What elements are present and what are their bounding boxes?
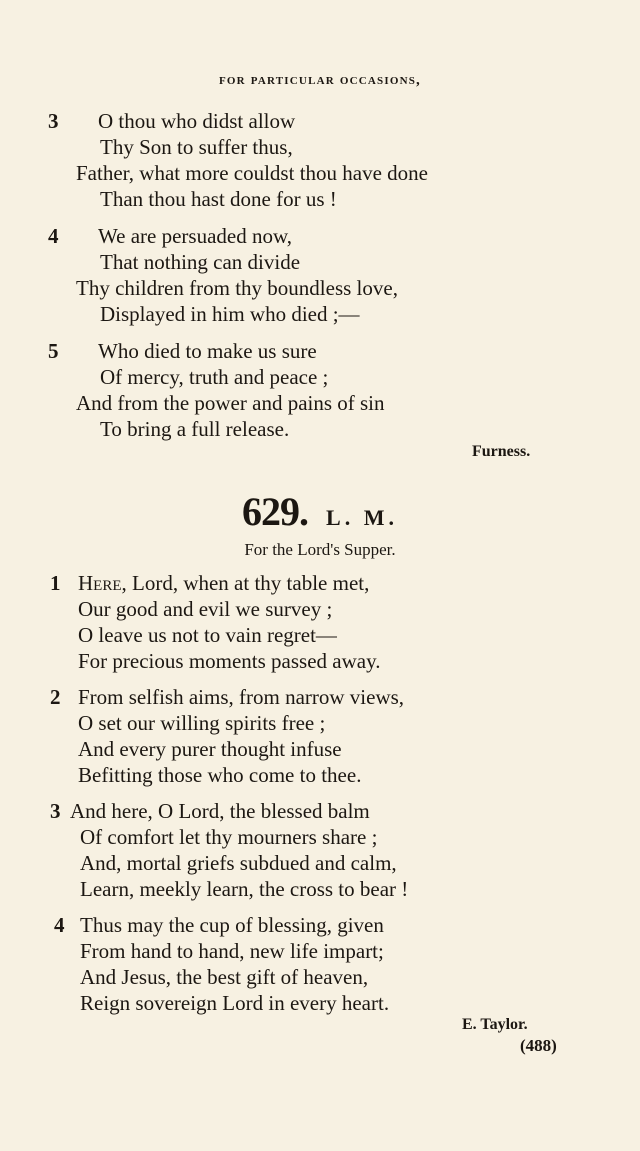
verse-line: Of comfort let thy mourners share ; — [80, 825, 378, 849]
author-attribution: E. Taylor. — [462, 1016, 528, 1033]
verse-line: Befitting those who come to thee. — [78, 763, 362, 787]
verse-line: Thus may the cup of blessing, given — [80, 913, 384, 937]
verse-line: Father, what more couldst thou have done — [76, 161, 428, 185]
verse-line: Than thou hast done for us ! — [100, 187, 337, 211]
stanza-number: 4 — [54, 913, 65, 937]
verse-line: Our good and evil we survey ; — [78, 597, 333, 621]
verse-line: Thy children from thy boundless love, — [76, 276, 398, 300]
verse-line — [78, 570, 369, 596]
verse-line-rest: Lord, when at thy table met, — [126, 571, 370, 595]
stanza-number: 3 — [50, 799, 61, 823]
verse-line: And Jesus, the best gift of heaven, — [80, 965, 369, 989]
stanza-number: 3 — [48, 109, 59, 133]
verse-line: To bring a full release. — [100, 417, 290, 441]
hymn-occasion: For the Lord's Supper. — [244, 540, 396, 559]
verse-line: We are persuaded now, — [98, 224, 293, 248]
verse-line: Reign sovereign Lord in every heart. — [80, 991, 390, 1015]
author-attribution: Furness. — [472, 443, 531, 460]
stanza-number: 1 — [50, 571, 61, 595]
verse-line: And from the power and pains of sin — [76, 391, 385, 415]
page-number: (488) — [520, 1036, 557, 1055]
verse-line: Of mercy, truth and peace ; — [100, 365, 329, 389]
stanza-number: 4 — [48, 224, 59, 248]
verse-line: For precious moments passed away. — [78, 649, 381, 673]
verse-line: And every purer thought infuse — [78, 737, 342, 761]
verse-line: From hand to hand, new life impart; — [80, 939, 384, 963]
verse-line: That nothing can divide — [100, 250, 301, 274]
verse-line: Learn, meekly learn, the cross to bear ! — [80, 877, 409, 901]
verse-line: O set our willing spirits free ; — [78, 711, 326, 735]
verse-line: Who died to make us sure — [98, 339, 317, 363]
first-word: Here, — [78, 571, 127, 595]
verse-line: Thy Son to suffer thus, — [100, 135, 293, 159]
verse-line: O thou who didst allow — [98, 109, 296, 133]
verse-line: And, mortal griefs subdued and calm, — [80, 851, 397, 875]
hymn-heading — [0, 488, 640, 535]
verse-line: O leave us not to vain regret— — [78, 623, 337, 647]
verse-line: Displayed in him who died ;— — [100, 302, 360, 326]
stanza-number: 2 — [50, 685, 61, 709]
verse-line: And here, O Lord, the blessed balm — [70, 799, 370, 823]
verse-line: From selfish aims, from narrow views, — [78, 685, 405, 709]
running-head: for particular occasions, — [218, 72, 421, 88]
hymn-number: 629. — [242, 489, 309, 534]
hymn-meter: L. M. — [326, 505, 398, 530]
stanza-number: 5 — [48, 339, 59, 363]
